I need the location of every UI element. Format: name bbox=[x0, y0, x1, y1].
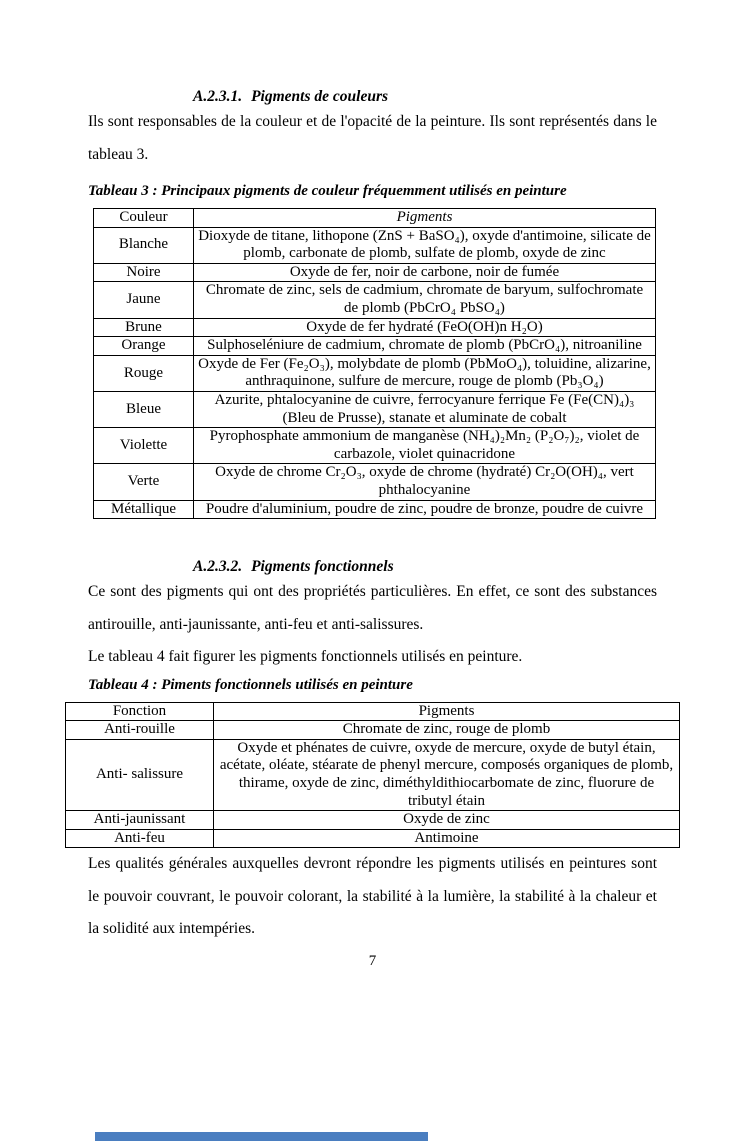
pigments-cell: Dioxyde de titane, lithopone (ZnS + BaSO₄), oxyde d'antimoine, silicate de plomb, carbonate de plomb, sulfate de plomb, oxyde de zinc bbox=[194, 227, 656, 263]
table-row bbox=[94, 263, 656, 282]
paragraph-tableau-4-ref: Le tableau 4 fait figurer les pigments fonctionnels utilisés en peinture. bbox=[88, 648, 523, 666]
paragraph-intro-couleurs: Ils sont responsables de la couleur et de l'opacité de la peinture. Ils sont représentés dans le tableau 3. bbox=[88, 113, 657, 163]
pigments-cell: Pyrophosphate ammonium de manganèse (NH₄)₂Mn₂ (P₂O₇)₂, violet de carbazole, violet quinacridone bbox=[194, 428, 656, 464]
couleur-cell: Jaune bbox=[94, 282, 194, 318]
table-row bbox=[94, 464, 656, 500]
table-row bbox=[94, 428, 656, 464]
table-row bbox=[94, 500, 656, 519]
table-row bbox=[94, 282, 656, 318]
table-header-row bbox=[66, 702, 680, 721]
table-row bbox=[66, 739, 680, 810]
pigments-header: Pigments bbox=[194, 209, 656, 228]
pigments-cell: Oxyde de chrome Cr₂O₃, oxyde de chrome (hydraté) Cr₂O(OH)₄, vert phthalocyanine bbox=[194, 464, 656, 500]
table-row bbox=[94, 391, 656, 427]
table-row bbox=[94, 355, 656, 391]
couleur-cell: Métallique bbox=[94, 500, 194, 519]
couleur-cell: Blanche bbox=[94, 227, 194, 263]
pigments-cell: Oxyde et phénates de cuivre, oxyde de mercure, oxyde de butyl étain, acétate, oléate, stéarate de phenyl mercure, composés organiques de plomb, thirame, oxyde de zinc, diméthyldithiocarbomate de zinc, fluorure de tributyl étain bbox=[214, 739, 680, 810]
heading-title: Pigments de couleurs bbox=[251, 88, 389, 105]
fonction-cell: Anti-jaunissant bbox=[66, 811, 214, 830]
pigments-cell: Oxyde de Fer (Fe₂O₃), molybdate de plomb (PbMoO₄), toluidine, alizarine, anthraquinone, sulfure de mercure, rouge de plomb (Pb₃O₄) bbox=[194, 355, 656, 391]
couleur-cell: Rouge bbox=[94, 355, 194, 391]
table-row bbox=[94, 227, 656, 263]
table-header-row bbox=[94, 209, 656, 228]
pigments-cell: Oxyde de zinc bbox=[214, 811, 680, 830]
section-heading-pigments-fonctionnels bbox=[193, 558, 745, 576]
table-row bbox=[66, 811, 680, 830]
table-4-pigments-fonctionnels bbox=[65, 702, 680, 849]
couleur-cell: Violette bbox=[94, 428, 194, 464]
pigments-cell: Poudre d'aluminium, poudre de zinc, poudre de bronze, poudre de cuivre bbox=[194, 500, 656, 519]
heading-number: A.2.3.2. bbox=[193, 558, 243, 576]
couleur-cell: Bleue bbox=[94, 391, 194, 427]
pigments-header: Pigments bbox=[214, 702, 680, 721]
fonction-cell: Anti- salissure bbox=[66, 739, 214, 810]
pigments-cell: Chromate de zinc, sels de cadmium, chromate de baryum, sulfochromate de plomb (PbCrO₄ PbSO₄) bbox=[194, 282, 656, 318]
pigments-cell: Antimoine bbox=[214, 829, 680, 848]
couleur-cell: Orange bbox=[94, 337, 194, 356]
pigments-cell: Oxyde de fer hydraté (FeO(OH)n H₂O) bbox=[194, 318, 656, 337]
pigments-cell: Sulphoseléniure de cadmium, chromate de plomb (PbCrO₄), nitroaniline bbox=[194, 337, 656, 356]
horizontal-scrollbar-thumb[interactable] bbox=[95, 1132, 428, 1141]
table-row bbox=[94, 337, 656, 356]
heading-number: A.2.3.1. bbox=[193, 88, 243, 105]
table-row bbox=[66, 721, 680, 740]
pigments-cell: Azurite, phtalocyanine de cuivre, ferrocyanure ferrique Fe (Fe(CN)₄)₃ (Bleu de Prusse), stanate et aluminate de cobalt bbox=[194, 391, 656, 427]
fonction-cell: Anti-feu bbox=[66, 829, 214, 848]
document-page bbox=[0, 88, 745, 1141]
couleur-cell: Noire bbox=[94, 263, 194, 282]
paragraph-qualites-generales: Les qualités générales auxquelles devront répondre les pigments utilisés en peintures sont le pouvoir couvrant, le pouvoir colorant, la stabilité à la lumière, la stabilité à la chaleur et la solidité aux intempéries. bbox=[88, 855, 657, 938]
page-number: 7 bbox=[368, 952, 377, 969]
table-row bbox=[94, 318, 656, 337]
fonction-cell: Anti-rouille bbox=[66, 721, 214, 740]
heading-title: Pigments fonctionnels bbox=[251, 558, 394, 576]
table-4-caption: Tableau 4 : Piments fonctionnels utilisés en peinture bbox=[88, 676, 413, 693]
table-3-pigments-couleur bbox=[93, 208, 656, 519]
couleur-header: Couleur bbox=[94, 209, 194, 228]
section-heading-pigments-de-couleurs bbox=[193, 88, 745, 106]
pigments-cell: Oxyde de fer, noir de carbone, noir de fumée bbox=[194, 263, 656, 282]
fonction-header: Fonction bbox=[66, 702, 214, 721]
table-row bbox=[66, 829, 680, 848]
paragraph-intro-fonctionnels: Ce sont des pigments qui ont des propriétés particulières. En effet, ce sont des substances antirouille, anti-jaunissante, anti-feu et anti-salissures. bbox=[88, 583, 657, 633]
couleur-cell: Brune bbox=[94, 318, 194, 337]
table-3-caption: Tableau 3 : Principaux pigments de couleur fréquemment utilisés en peinture bbox=[88, 183, 567, 199]
couleur-cell: Verte bbox=[94, 464, 194, 500]
pigments-cell: Chromate de zinc, rouge de plomb bbox=[214, 721, 680, 740]
